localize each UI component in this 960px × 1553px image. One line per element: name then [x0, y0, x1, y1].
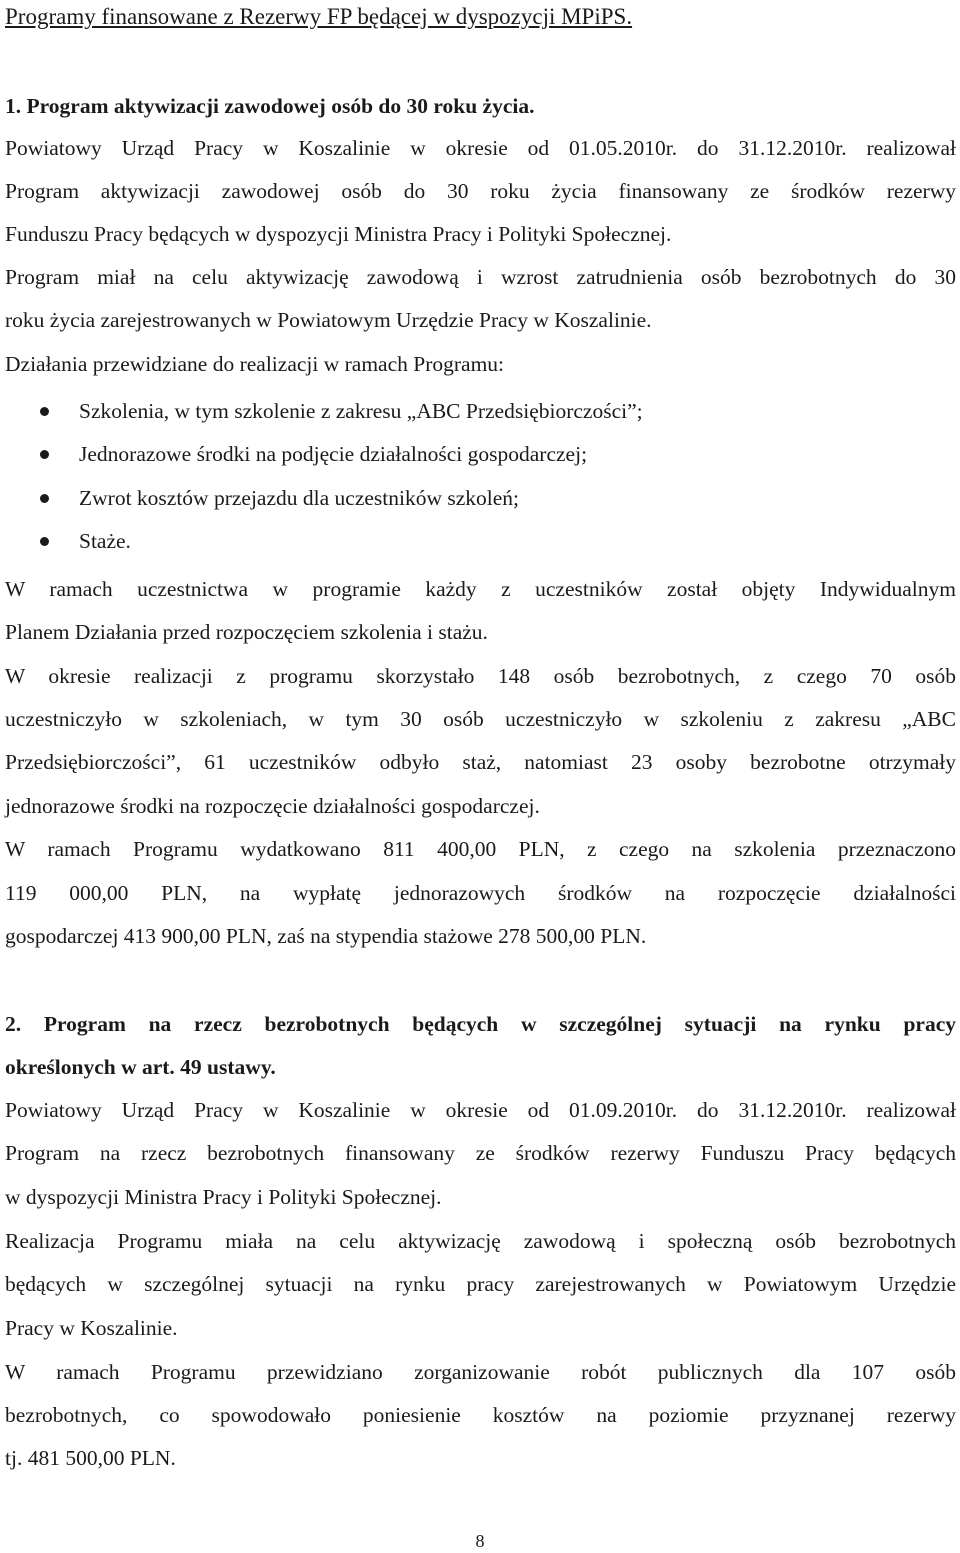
list-item-text: Staże.: [79, 529, 131, 554]
paragraph-line: W ramach Programu wydatkowano 811 400,00 PLN, z czego na szkolenia przeznaczono: [5, 837, 956, 861]
page-number: 8: [475, 1531, 485, 1551]
paragraph-line: roku życia zarejestrowanych w Powiatowym Urzędzie Pracy w Koszalinie.: [5, 308, 652, 332]
paragraph-line: Powiatowy Urząd Pracy w Koszalinie w okresie od 01.05.2010r. do 31.12.2010r. realizował: [5, 136, 956, 160]
list-item: [0, 433, 643, 476]
paragraph-line: W okresie realizacji z programu skorzystało 148 osób bezrobotnych, z czego 70 osób: [5, 664, 956, 688]
paragraph-line: bezrobotnych, co spowodowało poniesienie kosztów na poziomie przyznanej rezerwy: [5, 1403, 956, 1427]
paragraph-line: Funduszu Pracy będących w dyspozycji Ministra Pracy i Polityki Społecznej.: [5, 222, 672, 246]
list-item-text: Szkolenia, w tym szkolenie z zakresu „ABC Przedsiębiorczości”;: [79, 399, 643, 423]
paragraph-line: Program miał na celu aktywizację zawodową i wzrost zatrudnienia osób bezrobotnych do 30: [5, 265, 956, 289]
list-item: [0, 477, 643, 520]
paragraph-line: w dyspozycji Ministra Pracy i Polityki Społecznej.: [5, 1185, 442, 1209]
paragraph-line: Pracy w Koszalinie.: [5, 1316, 178, 1340]
paragraph-line: jednorazowe środki na rozpoczęcie działalności gospodarczej.: [5, 794, 540, 818]
list-item-text: Jednorazowe środki na podjęcie działalności gospodarczej;: [79, 442, 588, 467]
section-1-heading: 1. Program aktywizacji zawodowej osób do 30 roku życia.: [5, 94, 535, 118]
paragraph-line: W ramach uczestnictwa w programie każdy z uczestników został objęty Indywidualnym: [5, 577, 956, 601]
paragraph-line: Przedsiębiorczości”, 61 uczestników odbyło staż, natomiast 23 osoby bezrobotne otrzymały: [5, 750, 956, 774]
paragraph-line: 119 000,00 PLN, na wypłatę jednorazowych środków na rozpoczęcie działalności: [5, 881, 956, 905]
section-2-heading-cont: określonych w art. 49 ustawy.: [5, 1055, 276, 1079]
paragraph-line: Program na rzecz bezrobotnych finansowany ze środków rezerwy Funduszu Pracy będących: [5, 1141, 956, 1165]
list-item-text: Zwrot kosztów przejazdu dla uczestników szkoleń;: [79, 485, 520, 510]
paragraph-line: tj. 481 500,00 PLN.: [5, 1446, 176, 1470]
bullet-icon: [40, 450, 49, 459]
bullet-icon: [40, 407, 49, 416]
paragraph-line: gospodarczej 413 900,00 PLN, zaś na stypendia stażowe 278 500,00 PLN.: [5, 924, 647, 948]
paragraph-line: będących w szczególnej sytuacji na rynku pracy zarejestrowanych w Powiatowym Urzędzie: [5, 1272, 956, 1296]
bullet-icon: [40, 537, 49, 546]
list-item: [0, 520, 643, 563]
actions-list: [0, 390, 643, 564]
paragraph-line: W ramach Programu przewidziano zorganizowanie robót publicznych dla 107 osób: [5, 1360, 956, 1384]
page-title: Programy finansowane z Rezerwy FP będącej w dyspozycji MPiPS.: [5, 4, 633, 29]
bullet-icon: [40, 494, 49, 503]
section-2-heading: 2. Program na rzecz bezrobotnych będących w szczególnej sytuacji na rynku pracy: [5, 1012, 956, 1036]
paragraph-line: Program aktywizacji zawodowej osób do 30 roku życia finansowany ze środków rezerwy: [5, 179, 956, 203]
paragraph-line: Planem Działania przed rozpoczęciem szkolenia i stażu.: [5, 620, 488, 644]
paragraph-line: Realizacja Programu miała na celu aktywizację zawodową i społeczną osób bezrobotnych: [5, 1229, 956, 1253]
paragraph-line: Działania przewidziane do realizacji w ramach Programu:: [5, 352, 505, 376]
list-item: [0, 390, 643, 433]
paragraph-line: uczestniczyło w szkoleniach, w tym 30 osób uczestniczyło w szkoleniu z zakresu „ABC: [5, 707, 956, 731]
paragraph-line: Powiatowy Urząd Pracy w Koszalinie w okresie od 01.09.2010r. do 31.12.2010r. realizował: [5, 1098, 956, 1122]
